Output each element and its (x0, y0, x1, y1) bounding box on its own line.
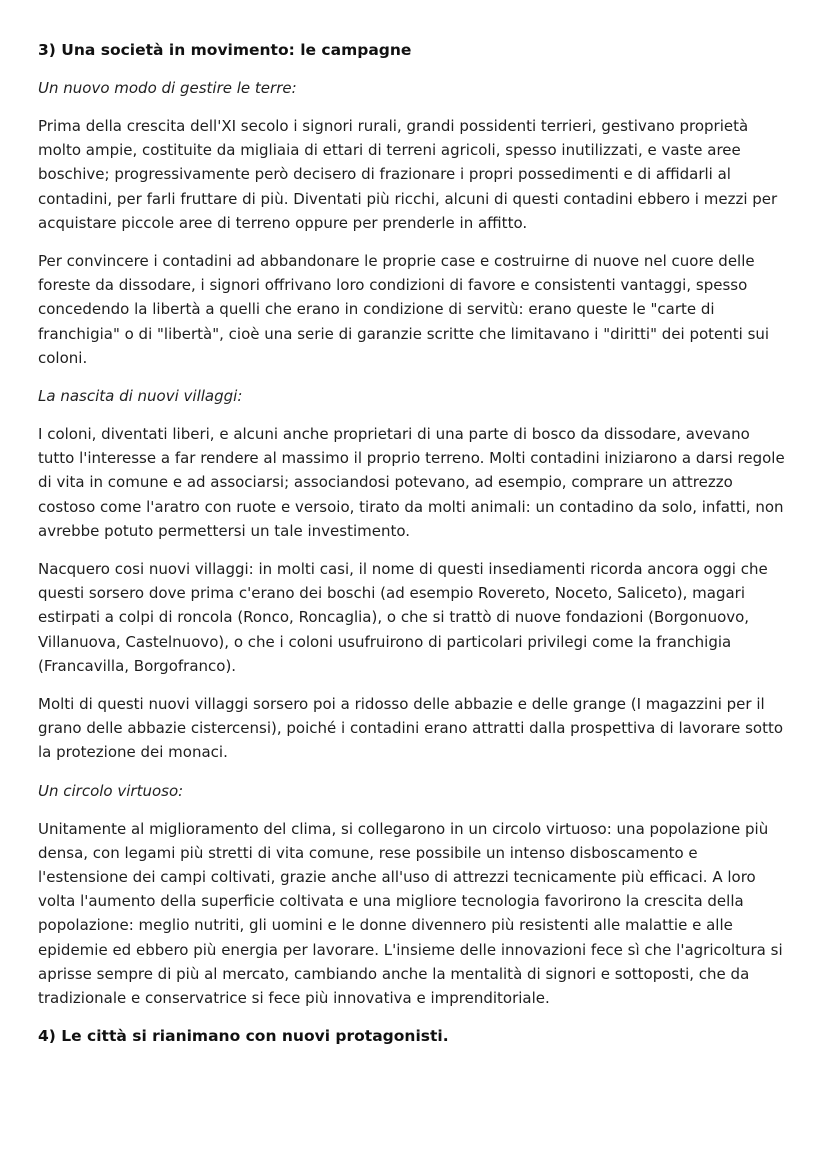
section-4-heading: 4) Le città si rianimano con nuovi protagonisti. (38, 1027, 449, 1046)
subheading-nuovi-villaggi: La nascita di nuovi villaggi: (38, 387, 243, 406)
paragraph-6: Unitamente al miglioramento del clima, si collegarono in un circolo virtuoso: una popolazione più densa, con legami più stretti di vita comune, rese possibile un intenso disboscamento e l'estensione dei campi coltivati, grazie anche all'uso di attrezzi tecnicamente più efficaci. A loro volta l'aumento della superficie coltivata e una migliore tecnologia favorirono la crescita della popolazione: meglio nutriti, gli uomini e le donne divennero più resistenti alle malattie e alle epidemie ed ebbero più energia per lavorare. L'insieme delle innovazioni fece sì che l'agricoltura si aprisse sempre di più al mercato, cambiando anche la mentalità di signori e sottoposti, che da tradizionale e conservatrice si fece più innovativa e imprenditoriale. (38, 819, 783, 1008)
document-page (38, 38, 790, 1062)
paragraph-3: I coloni, diventati liberi, e alcuni anche proprietari di una parte di bosco da dissodare, avevano tutto l'interesse a far rendere al massimo il proprio terreno. Molti contadini iniziarono a darsi regole di vita in comune e ad associarsi; associandosi potevano, ad esempio, comprare un attrezzo costoso come l'aratro con ruote e versoio, tirato da molti animali: un contadino da solo, infatti, non avrebbe potuto permettersi un tale investimento. (38, 425, 785, 540)
section-3-heading: 3) Una società in movimento: le campagne (38, 41, 412, 59)
paragraph-1: Prima della crescita dell'XI secolo i signori rurali, grandi possidenti terrieri, gestivano proprietà molto ampie, costituite da migliaia di ettari di terreni agricoli, spesso inutilizzati, e vaste aree boschive; progressivamente però decisero di frazionare i propri possedimenti e di affidarli al contadini, per farli fruttare di più. Diventati più ricchi, alcuni di questi contadini ebbero i mezzi per acquistare piccole aree di terreno oppure per prenderle in affitto. (38, 117, 778, 232)
paragraph-4: Nacquero cosi nuovi villaggi: in molti casi, il nome di questi insediamenti ricorda ancora oggi che questi sorsero dove prima c'erano dei boschi (ad esempio Rovereto, Noceto, Saliceto), magari estirpati a colpi di roncola (Ronco, Roncaglia), o che si trattò di nuove fondazioni (Borgonuovo, Villanuova, Castelnuovo), o che i coloni usufruirono di particolari privilegi come la franchigia (Francavilla, Borgofranco). (38, 560, 768, 675)
subheading-gestire-terre: Un nuovo modo di gestire le terre: (38, 79, 297, 97)
subheading-circolo-virtuoso: Un circolo virtuoso: (38, 781, 184, 800)
paragraph-2: Per convincere i contadini ad abbandonare le proprie case e costruirne di nuove nel cuore delle foreste da dissodare, i signori offrivano loro condizioni di favore e consistenti vantaggi, spesso concedendo la libertà a quelli che erano in condizione di servitù: erano queste le "carte di franchigia" o di "libertà", cioè una serie di garanzie scritte che limitavano i "diritti" dei potenti sui coloni. (38, 252, 770, 367)
paragraph-5: Molti di questi nuovi villaggi sorsero poi a ridosso delle abbazie e delle grange (I magazzini per il grano delle abbazie cistercensi), poiché i contadini erano attratti dalla prospettiva di lavorare sotto la protezione dei monaci. (38, 695, 784, 762)
